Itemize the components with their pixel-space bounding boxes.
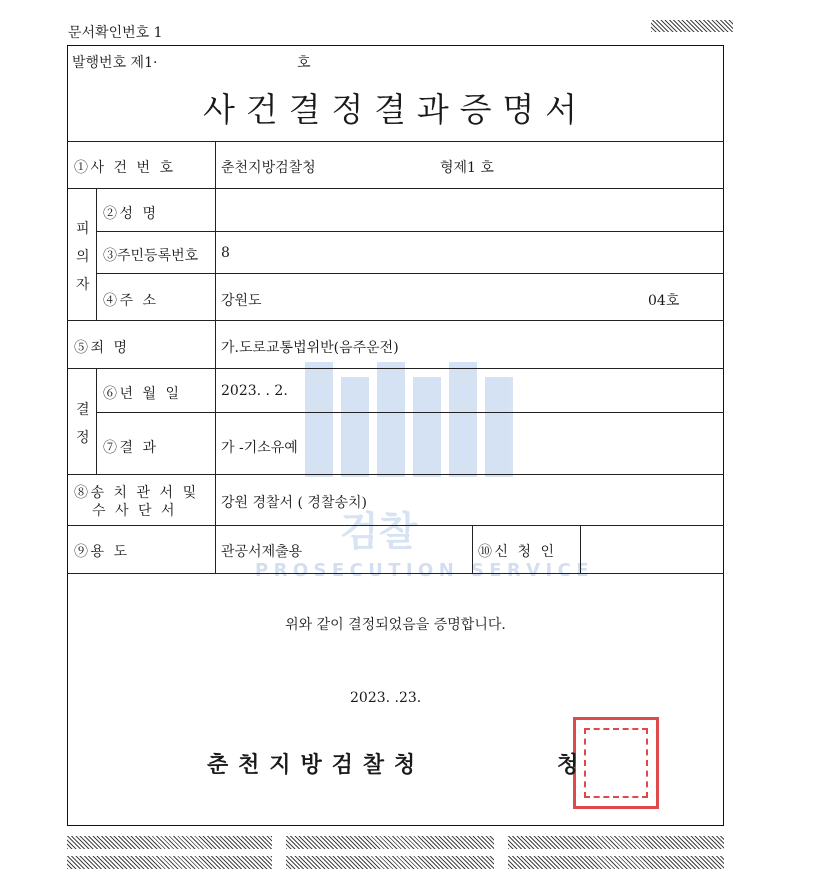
sent-office-label-1: ⑧송 치 관 서 및	[74, 485, 199, 501]
row-divider	[96, 231, 724, 232]
watermark-subtext: PROSECUTION SERVICE	[255, 560, 594, 581]
column-divider	[96, 188, 97, 320]
decision-date-value: 2023. . 2.	[221, 383, 288, 399]
row-divider	[67, 320, 724, 321]
applicant-label: ⑩신 청 인	[478, 544, 557, 560]
chief-prosecutor-title: 청	[557, 752, 579, 778]
address-value: 강원도	[221, 293, 262, 309]
row-divider	[96, 273, 724, 274]
barcode-strip-bottom	[508, 856, 724, 869]
rrn-label: ③주민등록번호	[103, 248, 199, 264]
barcode-strip-bottom	[286, 856, 494, 869]
case-number-label: ①사 건 번 호	[74, 160, 176, 176]
document-title: 사건결정결과증명서	[203, 90, 588, 129]
prosecution-logo-watermark	[305, 362, 515, 477]
column-divider	[96, 368, 97, 474]
barcode-strip-bottom	[67, 836, 272, 849]
column-divider	[580, 525, 581, 573]
decision-group-label: 결정	[76, 402, 90, 446]
row-divider	[67, 525, 724, 526]
address-label: ④주 소	[103, 293, 159, 309]
row-divider	[67, 573, 724, 574]
purpose-label: ⑨용 도	[74, 544, 130, 560]
decision-result-value: 가 -기소유예	[221, 440, 298, 456]
decision-date-label: ⑥년 월 일	[103, 386, 182, 402]
case-number-value: 형제1 호	[440, 160, 494, 176]
row-divider	[67, 141, 724, 142]
row-divider	[67, 368, 724, 369]
watermark-text: 검찰	[340, 509, 418, 555]
doc-check-number: 문서확인번호 1	[68, 25, 163, 41]
row-divider	[67, 188, 724, 189]
sent-office-value: 강원 경찰서 ( 경찰송치)	[221, 495, 367, 511]
rrn-value: 8	[221, 245, 230, 261]
column-divider	[472, 525, 473, 573]
issue-number: 발행번호 제1·	[72, 55, 158, 71]
barcode-strip-bottom	[508, 836, 724, 849]
decision-result-label: ⑦결 과	[103, 440, 159, 456]
barcode-strip-bottom	[286, 836, 494, 849]
barcode-strip-bottom	[67, 856, 272, 869]
official-seal	[573, 717, 659, 809]
case-number-agency: 춘천지방검찰청	[221, 160, 316, 176]
column-divider	[215, 141, 216, 573]
name-label: ②성 명	[103, 206, 159, 222]
issue-date: 2023. .23.	[350, 690, 422, 706]
suspect-group-label: 피의자	[76, 221, 90, 293]
purpose-value: 관공서제출용	[221, 544, 303, 560]
crime-value: 가.도로교통법위반(음주운전)	[221, 340, 399, 356]
issuing-authority: 춘천지방검찰청	[207, 752, 426, 778]
address-suffix: 04호	[648, 293, 680, 309]
row-divider	[96, 412, 724, 413]
certification-statement: 위와 같이 결정되었음을 증명합니다.	[285, 617, 506, 633]
crime-label: ⑤죄 명	[74, 340, 130, 356]
sent-office-label-2: 수 사 단 서	[92, 503, 178, 519]
row-divider	[67, 474, 724, 475]
barcode-strip-top	[651, 20, 733, 32]
issue-number-suffix: 호	[297, 55, 311, 71]
